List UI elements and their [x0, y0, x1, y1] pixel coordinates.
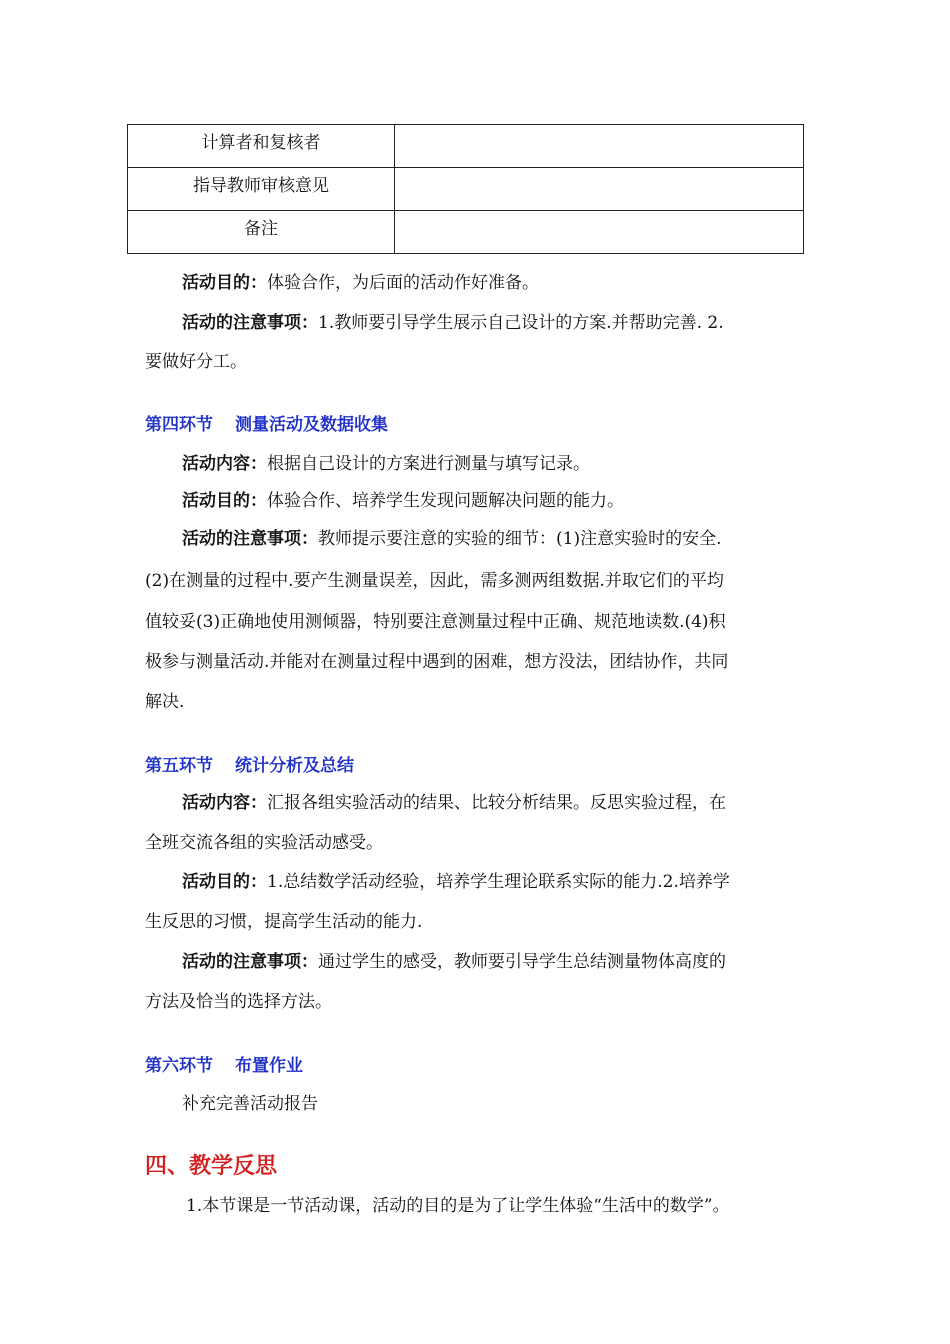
purpose-text: 1.总结数学活动经验，培养学生理论联系实际的能力.2.培养学 — [267, 872, 730, 892]
paragraph-content — [182, 456, 590, 473]
notes-continuation: 值较妥(3)正确地使用测倾器，特别要注意测量过程中正确、规范地读数.(4)积 — [145, 612, 726, 632]
heading-title: 测量活动及数据收集 — [235, 415, 388, 435]
purpose-text: 体验合作，为后面的活动作好准备。 — [267, 273, 539, 293]
notes-text: 通过学生的感受，教师要引导学生总结测量物体高度的 — [318, 952, 726, 972]
paragraph-purpose — [182, 275, 539, 292]
purpose-label: 活动目的： — [182, 491, 267, 511]
table-cell-label: 计算者和复核者 — [128, 125, 395, 168]
section-heading — [145, 417, 388, 434]
heading-title: 布置作业 — [235, 1056, 303, 1076]
paragraph-notes — [182, 315, 724, 332]
table-cell-value — [395, 168, 804, 211]
homework-text: 补充完善活动报告 — [182, 1094, 318, 1114]
notes-label: 活动的注意事项： — [182, 529, 318, 549]
paragraph-content — [182, 795, 726, 812]
notes-continuation: 极参与测量活动.并能对在测量过程中遇到的困难，想方没法，团结协作，共同 — [145, 652, 729, 672]
notes-label: 活动的注意事项： — [182, 952, 318, 972]
notes-continuation: 解决. — [145, 692, 185, 712]
paragraph-notes — [182, 531, 721, 548]
table-row — [128, 168, 804, 211]
section-heading — [145, 1058, 303, 1075]
notes-continuation: 方法及恰当的选择方法。 — [145, 992, 332, 1012]
notes-continuation: (2)在测量的过程中.要产生测量误差，因此，需多测两组数据.并取它们的平均 — [145, 571, 724, 591]
purpose-continuation: 生反思的习惯，提高学生活动的能力. — [145, 912, 423, 932]
paragraph-notes — [182, 954, 726, 971]
heading-number: 第六环节 — [145, 1056, 213, 1076]
content-continuation: 全班交流各组的实验活动感受。 — [145, 833, 383, 853]
content-label: 活动内容： — [182, 793, 267, 813]
report-table — [127, 124, 804, 254]
table-row — [128, 125, 804, 168]
purpose-label: 活动目的： — [182, 273, 267, 293]
table-cell-label: 指导教师审核意见 — [128, 168, 395, 211]
notes-text: 教师提示要注意的实验的细节：(1)注意实验时的安全. — [318, 529, 722, 549]
notes-continuation: 要做好分工。 — [145, 352, 247, 372]
heading-title: 统计分析及总结 — [235, 756, 354, 776]
reflection-item: 1.本节课是一节活动课，活动的目的是为了让学生体验“生活中的数学”。 — [186, 1196, 730, 1216]
table-cell-label: 备注 — [128, 211, 395, 254]
section-heading — [145, 758, 354, 775]
notes-text: 1.教师要引导学生展示自己设计的方案.并帮助完善. 2. — [318, 313, 724, 333]
content-label: 活动内容： — [182, 454, 267, 474]
reflection-title: 四、教学反思 — [145, 1154, 278, 1179]
paragraph-purpose — [182, 874, 730, 891]
table-row — [128, 211, 804, 254]
content-text: 根据自己设计的方案进行测量与填写记录。 — [267, 454, 590, 474]
paragraph-purpose — [182, 493, 624, 510]
content-text: 汇报各组实验活动的结果、比较分析结果。反思实验过程，在 — [267, 793, 726, 813]
heading-number: 第五环节 — [145, 756, 213, 776]
heading-number: 第四环节 — [145, 415, 213, 435]
table-cell-value — [395, 211, 804, 254]
purpose-label: 活动目的： — [182, 872, 267, 892]
purpose-text: 体验合作、培养学生发现问题解决问题的能力。 — [267, 491, 624, 511]
table-cell-value — [395, 125, 804, 168]
notes-label: 活动的注意事项： — [182, 313, 318, 333]
